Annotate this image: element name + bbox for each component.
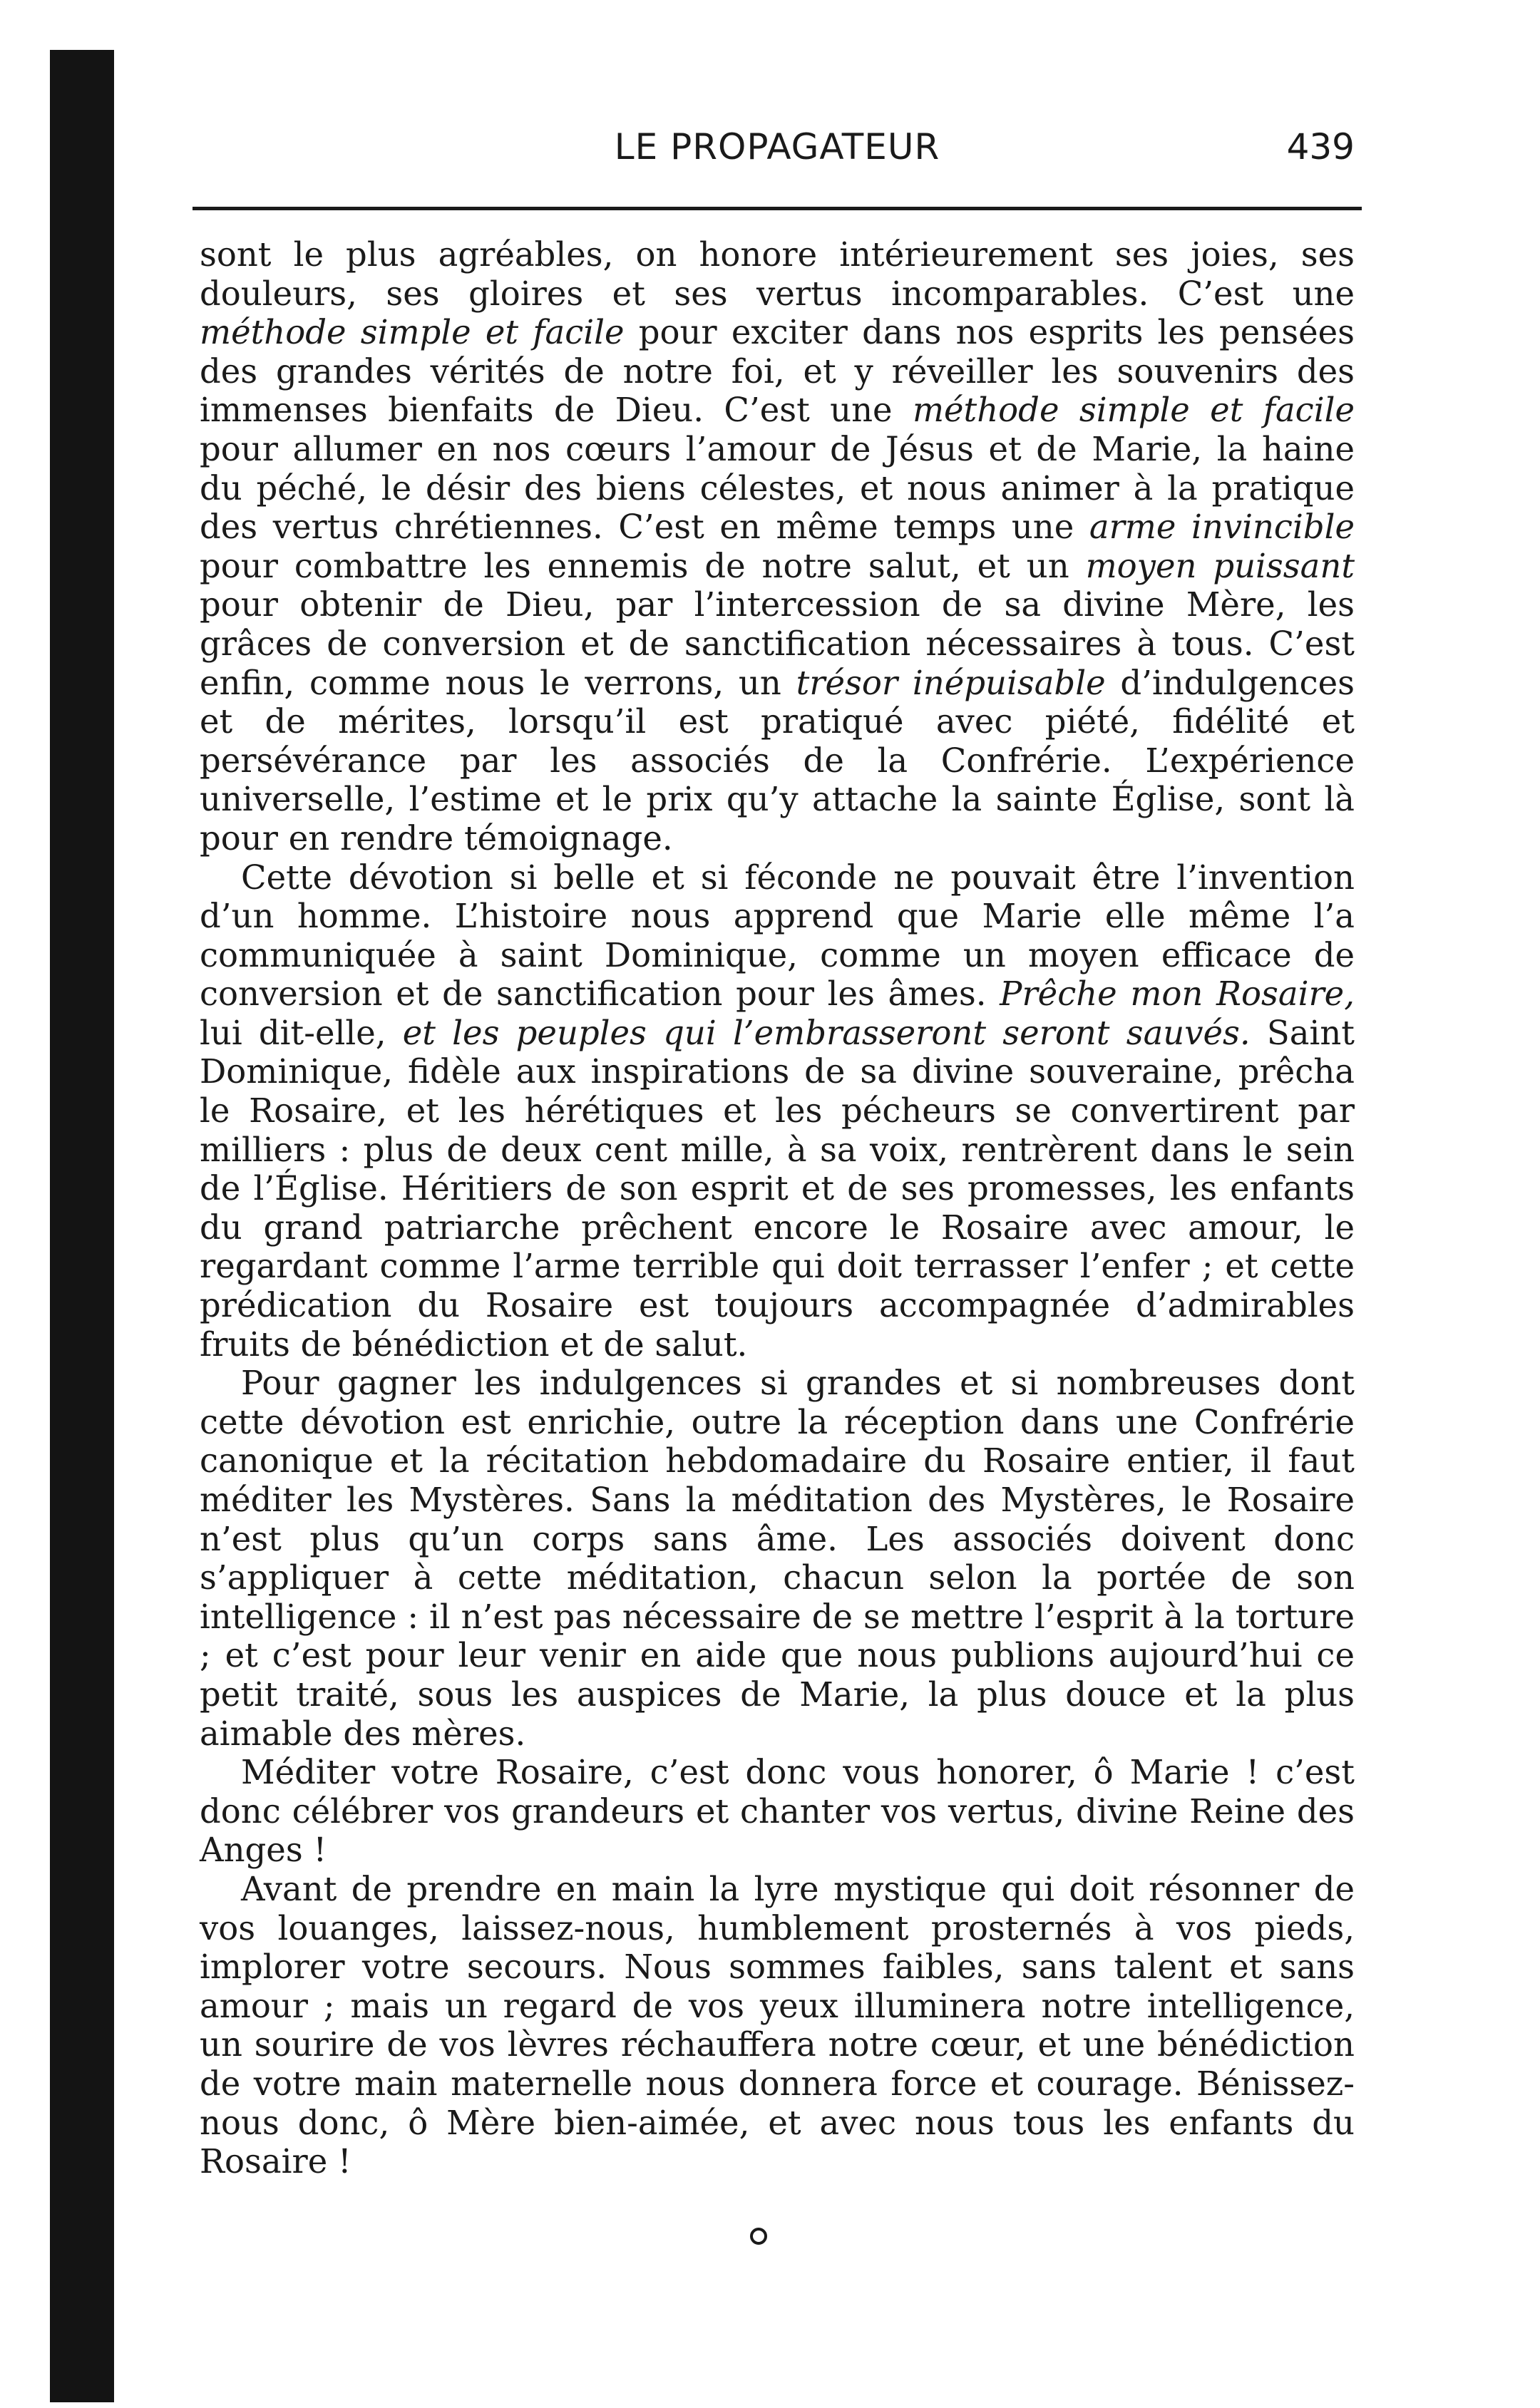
text-run: pour exciter dans nos esprits les pensées des grandes vérités de notre foi, et y réveiller les souvenirs des immenses bienfaits de Dieu. C’est une — [200, 313, 1355, 430]
italic-run: méthode simple et facile — [200, 313, 625, 352]
text-run: Saint Dominique, fidèle aux inspirations de sa divine souveraine, prêcha le Rosaire, et les hérétiques et les pécheurs se convertirent par milliers : plus de deux cent mille, à sa voix, rentrèrent dans le sein de l’Église. Héritiers de son esprit et de ses promesses, les enfants du grand patriarche prêchent encore le Rosaire avec amour, le regardant comme l’arme terrible qui doit terrasser l’enfer ; et cette prédication du Rosaire est toujours accompagnée d’admirables fruits de bénédiction et de salut. — [200, 1013, 1355, 1364]
italic-run: arme invincible — [1089, 508, 1355, 547]
paragraph-5 — [200, 1870, 1355, 2181]
paragraph-3 — [200, 1364, 1355, 1753]
text-run: d’indulgences et de mérites, lorsqu’il est pratiqué avec piété, fidélité et persévérance par les associés de la Confrérie. L’expérience universelle, l’estime et le prix qu’y attache la sainte Église, sont là pour en rendre témoignage. — [200, 663, 1355, 858]
text-run: lui dit-elle, — [200, 1013, 403, 1052]
paragraph-1 — [200, 235, 1355, 858]
page-header — [200, 118, 1355, 175]
italic-run: et les peuples qui l’embrasseront seront sauvés. — [402, 1013, 1251, 1052]
italic-run: moyen puissant — [1085, 546, 1355, 585]
italic-run: Prêche mon Rosaire, — [1000, 974, 1355, 1014]
text-run: pour combattre les ennemis de notre salut, et un — [200, 546, 1086, 585]
text-run: Méditer votre Rosaire, c’est donc vous honorer, ô Marie ! c’est donc célébrer vos grandeurs et chanter vos vertus, divine Reine des Anges ! — [200, 1753, 1355, 1870]
running-title: LE PROPAGATEUR — [614, 126, 940, 168]
text-run: pour allumer en nos cœurs l’amour de Jésus et de Marie, la haine du péché, le désir des biens célestes, et nous animer à la pratique des vertus chrétiennes. C’est en même temps une — [200, 429, 1355, 547]
text-run: Avant de prendre en main la lyre mystique qui doit résonner de vos louanges, laissez-nous, humblement prosternés à vos pieds, implorer votre secours. Nous sommes faibles, sans talent et sans amour ; mais un regard de vos yeux illuminera notre intelligence, un sourire de vos lèvres réchauffera notre cœur, et une bénédiction de votre main maternelle nous donnera force et courage. Bénissez-nous donc, ô Mère bien-aimée, et avec nous tous les enfants du Rosaire ! — [200, 1869, 1355, 2181]
page-number: 439 — [1286, 126, 1355, 168]
text-run: pour obtenir de Dieu, par l’intercession de sa divine Mère, les grâces de conversion et de sanctification nécessaires à tous. C’est enfin, comme nous le verrons, un — [200, 585, 1355, 702]
text-run: Cette dévotion si belle et si féconde ne pouvait être l’invention d’un homme. L’histoire nous apprend que Marie elle même l’a communiquée à saint Dominique, comme un moyen efficace de conversion et de sanctification pour les âmes. — [200, 858, 1355, 1014]
paragraph-4 — [200, 1753, 1355, 1870]
book-binding-shadow — [50, 50, 114, 2402]
text-run: sont le plus agréables, on honore intérieurement ses joies, ses douleurs, ses gloires et ses vertus incomparables. C’est une — [200, 235, 1355, 313]
header-rule — [192, 207, 1362, 210]
paragraph-2 — [200, 858, 1355, 1364]
body-text — [200, 235, 1355, 2181]
italic-run: méthode simple et facile — [912, 391, 1355, 430]
footer-ornament — [750, 2228, 767, 2245]
text-run: Pour gagner les indulgences si grandes et si nombreuses dont cette dévotion est enrichie, outre la réception dans une Confrérie canonique et la récitation hebdomadaire du Rosaire entier, il faut méditer les Mystères. Sans la méditation des Mystères, le Rosaire n’est plus qu’un corps sans âme. Les associés doivent donc s’appliquer à cette méditation, chacun selon la portée de son intelligence : il n’est pas nécessaire de se mettre l’esprit à la torture ; et c’est pour leur venir en aide que nous publions aujourd’hui ce petit traité, sous les auspices de Marie, la plus douce et la plus aimable des mères. — [200, 1364, 1355, 1753]
italic-run: trésor inépuisable — [796, 663, 1106, 702]
